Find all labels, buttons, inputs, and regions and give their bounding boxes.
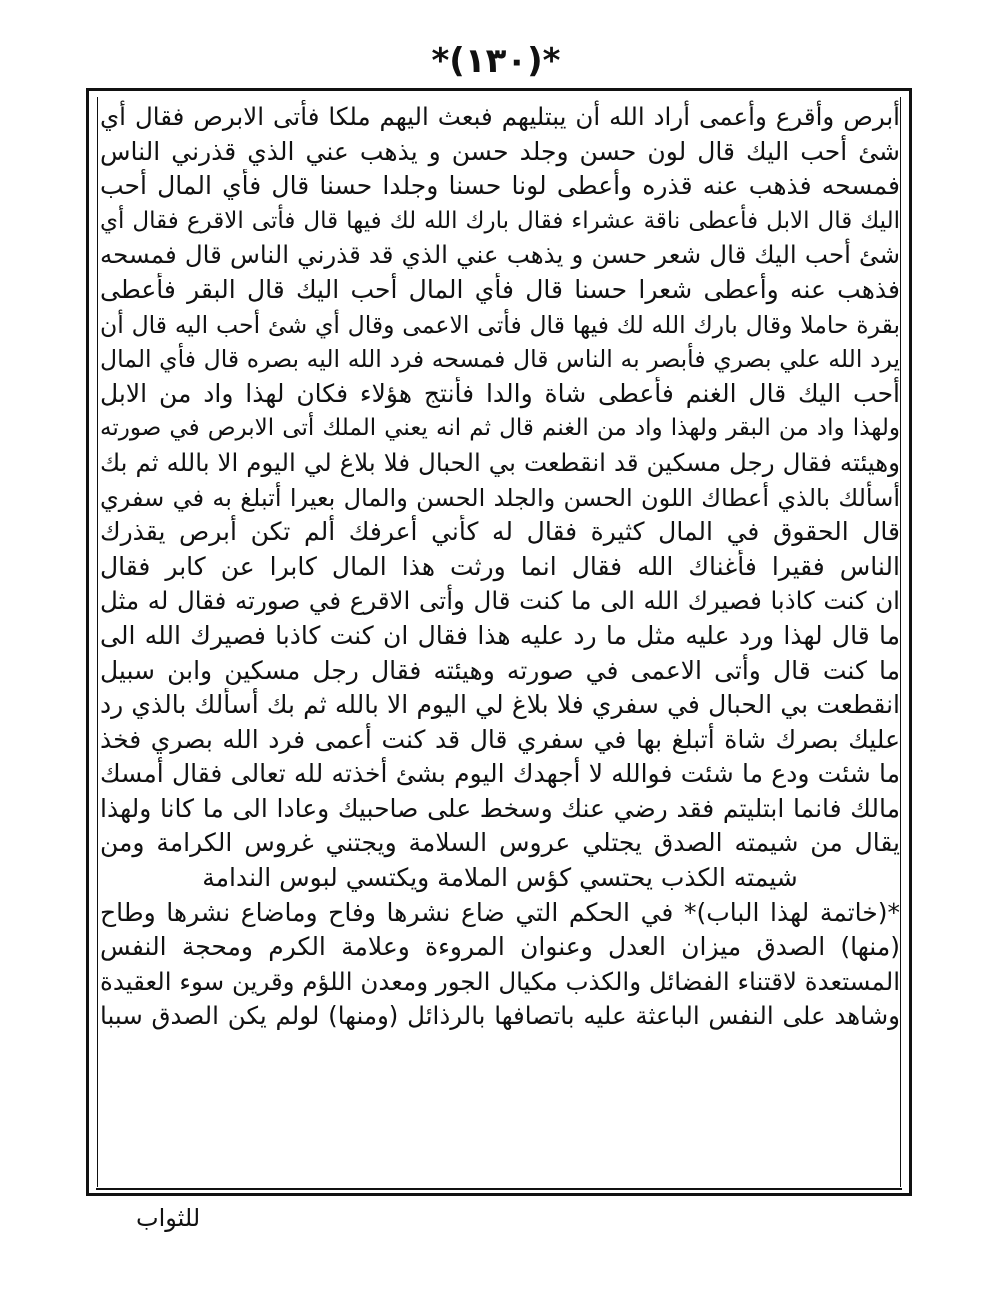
page-number: *(١٣٠)* <box>431 41 561 81</box>
catchword: للثواب <box>136 1204 201 1232</box>
text-line: انقطعت بي الحبال في سفري فلا بلاغ لي اليوم الا بالله ثم بك أسألك بالذي رد <box>100 690 900 720</box>
text-line: مالك فانما ابتليتم فقد رضي عنك وسخط على صاحبيك وعادا الى ما كانا ولهذا <box>100 793 900 823</box>
text-line: أحب اليك قال الغنم فأعطى شاة والدا فأنتج هؤلاء فكان لهذا واد من الابل <box>100 378 900 408</box>
text-line: ان كنت كاذبا فصيرك الله الى ما كنت قال وأتى الاقرع في صورته فقال له مثل <box>100 586 900 616</box>
text-line: اليك قال الابل فأعطى ناقة عشراء فقال بارك الله لك فيها قال فأتى الاقرع فقال أي <box>100 207 900 234</box>
text-line: يرد الله علي بصري فأبصر به الناس قال فمسحه فرد الله اليه بصره قال فأي المال <box>100 345 900 374</box>
text-line: ما شئت ودع ما شئت فوالله لا أجهدك اليوم بشئ أخذته لله تعالى فقال أمسك <box>100 759 900 789</box>
bottom-rule <box>96 1188 902 1190</box>
text-line: ولهذا واد من البقر ولهذا واد من الغنم قال ثم انه يعني الملك أتى الابرص في صورته <box>100 415 900 442</box>
section-heading-line: *(خاتمة لهذا الباب)* في الحكم التي ضاع نشرها وفاح وماضاع نشرها وطاح <box>100 897 900 927</box>
text-line: الناس فقيرا فأغناك الله فقال انما ورثت هذا المال كابرا عن كابر فقال <box>100 551 900 581</box>
text-line: يقال من شيمته الصدق يجتلي عروس السلامة ويجتني غروس الكرامة ومن <box>100 828 900 858</box>
body-text <box>100 100 900 1034</box>
text-line: (منها) الصدق ميزان العدل وعنوان المروءة وعلامة الكرم ومحجة النفس <box>100 932 900 962</box>
text-line: بقرة حاملا وقال بارك الله لك فيها قال فأتى الاعمى وقال أي شئ أحب اليه قال أن <box>100 310 900 339</box>
text-line: ما قال لهذا ورد عليه مثل ما رد عليه هذا فقال ان كنت كاذبا فصيرك الله الى <box>100 620 900 650</box>
text-line: أبرص وأقرع وأعمى أراد الله أن يبتليهم فبعث اليهم ملكا فأتى الابرص فقال أي <box>100 102 900 131</box>
text-line: فذهب عنه وأعطى شعرا حسنا قال فأي المال أحب اليك قال البقر فأعطى <box>100 274 900 304</box>
text-line: شيمته الكذب يحتسي كؤس الملامة ويكتسي لبوس الندامة <box>202 863 798 893</box>
text-line: فمسحه فذهب عنه قذره وأعطى لونا حسنا وجلدا حسنا قال فأي المال أحب <box>100 171 900 201</box>
text-line: أسألك بالذي أعطاك اللون الحسن والجلد الحسن والمال بعيرا أتبلغ به في سفري <box>100 483 900 512</box>
text-line: وهيئته فقال رجل مسكين قد انقطعت بي الحبال فلا بلاغ لي اليوم الا بالله ثم بك <box>100 447 900 477</box>
text-line: شئ أحب اليك قال شعر حسن و يذهب عني الذي قد قذرني الناس قال فمسحه <box>100 240 900 270</box>
text-line: قال الحقوق في المال كثيرة فقال له كأني أعرفك ألم تكن أبرص يقذرك <box>100 517 900 547</box>
text-line: وشاهد على النفس الباعثة عليه باتصافها بالرذائل (ومنها) لولم يكن الصدق سببا <box>100 1001 900 1031</box>
text-line: عليك بصرك شاة أتبلغ بها في سفري قال قد كنت أعمى فرد الله بصري فخذ <box>100 724 900 754</box>
text-line: شئ أحب اليك قال لون حسن وجلد حسن و يذهب عني الذي قذرني الناس <box>100 136 900 166</box>
text-line: المستعدة لاقتناء الفضائل والكذب مكيال الجور ومعدن اللؤم وقرين سوء العقيدة <box>100 966 900 996</box>
text-line: ما كنت قال وأتى الاعمى في صورته وهيئته فقال رجل مسكين وابن سبيل <box>100 655 900 685</box>
